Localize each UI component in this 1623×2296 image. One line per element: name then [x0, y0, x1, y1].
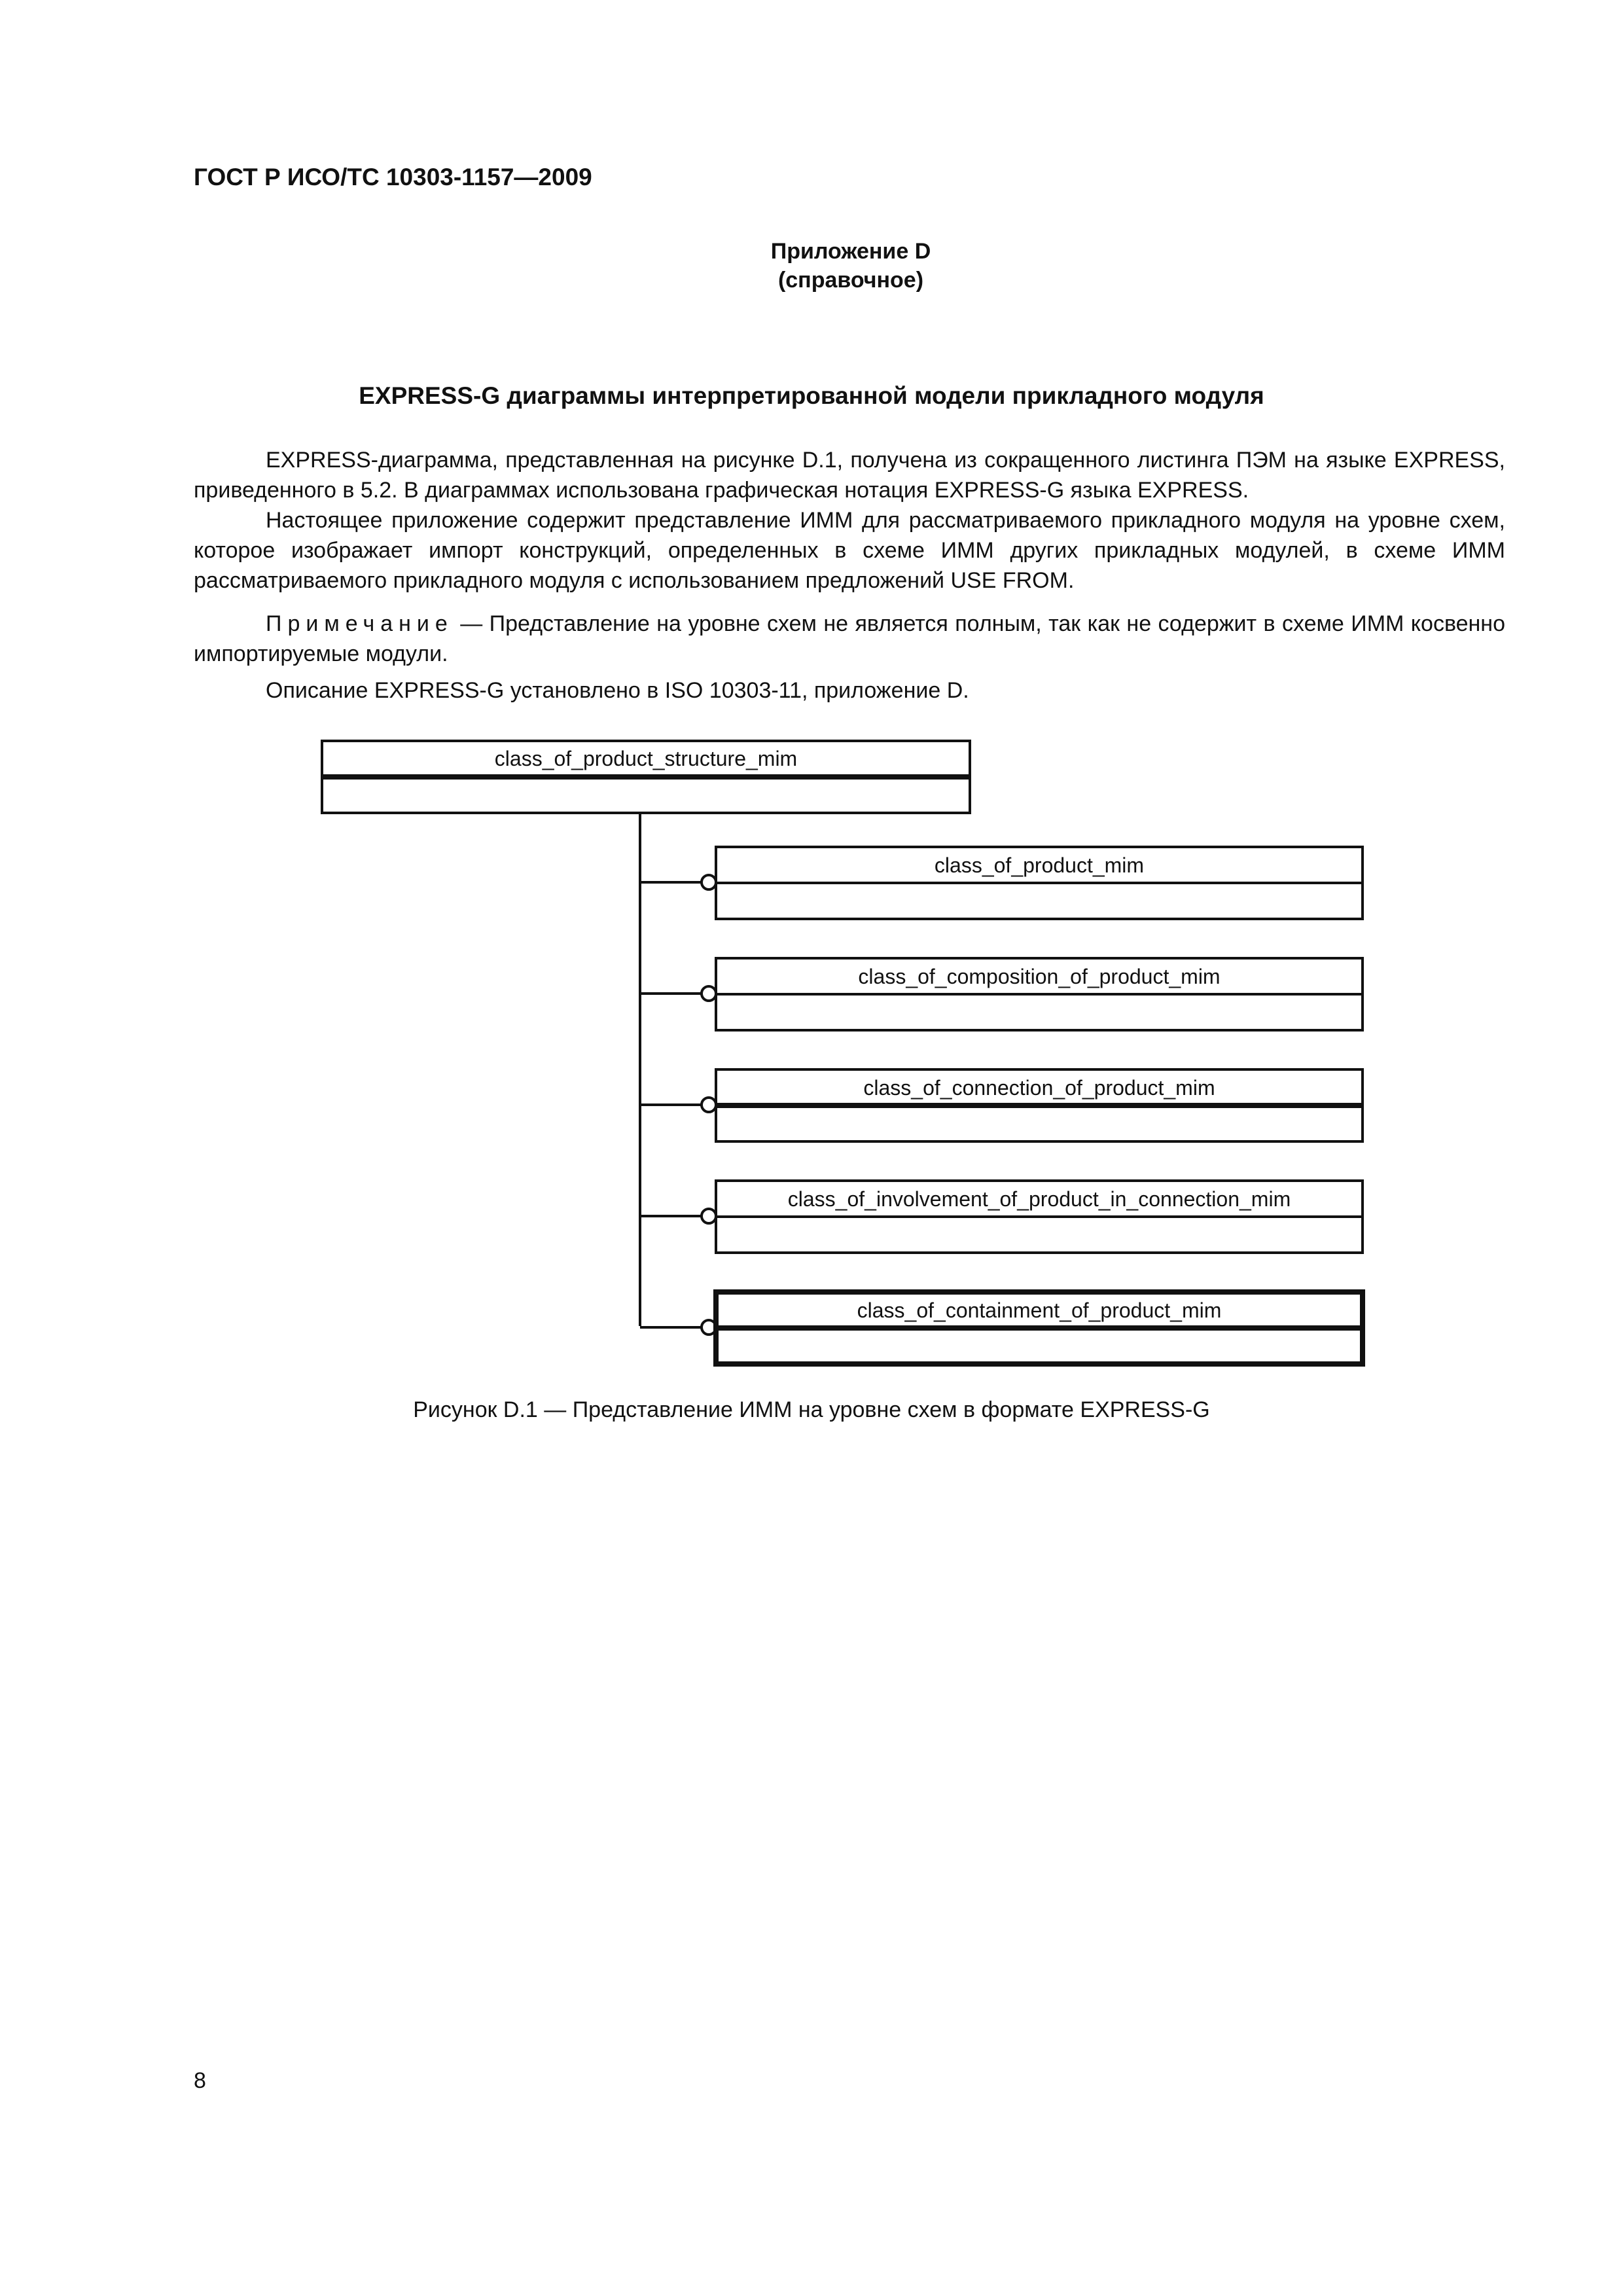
use-from-circle	[702, 1209, 716, 1223]
schema-label-2: class_of_composition_of_product_mim	[858, 965, 1221, 988]
schema-box-4	[640, 1181, 1363, 1253]
schema-label-1: class_of_product_mim	[934, 853, 1145, 877]
schema-box-5	[640, 1292, 1363, 1364]
document-header: ГОСТ Р ИСО/ТС 10303-1157—2009	[194, 164, 592, 190]
paragraph-2	[194, 505, 1505, 596]
paragraph-2-text: Настоящее приложение содержит представление ИММ для рассматриваемого прикладного модуля на уровне схем, которое изображает импорт конструкций, определенных в схеме ИММ других прикладных модулей, в схеме ИММ рассматриваемого прикладного модуля с использованием предложений USE FROM.	[194, 508, 1505, 593]
note-paragraph	[194, 609, 1505, 669]
annex-label: Приложение D	[770, 239, 931, 264]
use-from-circle	[702, 986, 716, 1001]
annex-type: (справочное)	[777, 268, 924, 293]
figure-caption: Рисунок D.1 — Представление ИММ на уровне схем в формате EXPRESS-G	[413, 1397, 1210, 1422]
schema-box-3	[640, 1069, 1363, 1141]
section-title: EXPRESS-G диаграммы интерпретированной модели прикладного модуля	[359, 382, 1264, 409]
page-number: 8	[194, 2068, 206, 2093]
use-from-circle	[702, 875, 716, 889]
schema-label-4: class_of_involvement_of_product_in_connection_mim	[787, 1187, 1291, 1211]
schema-label-3: class_of_connection_of_product_mim	[863, 1076, 1215, 1100]
schema-box-1	[640, 847, 1363, 919]
root-schema-label: class_of_product_structure_mim	[494, 747, 798, 770]
paragraph-1-text: EXPRESS-диаграмма, представленная на рисунке D.1, получена из сокращенного листинга ПЭМ на языке EXPRESS, приведенного в 5.2. В диаграммах использована графическая нотация EXPRESS-G языка EXPRESS.	[194, 448, 1505, 503]
annex-heading	[654, 237, 1047, 295]
use-from-circle	[702, 1098, 716, 1112]
use-from-circle	[702, 1320, 716, 1335]
paragraph-4-text: Описание EXPRESS-G установлено в ISO 10303-11, приложение D.	[266, 678, 969, 703]
root-schema-box	[322, 741, 970, 813]
paragraph-4	[194, 675, 1505, 706]
schema-label-5: class_of_containment_of_product_mim	[857, 1299, 1222, 1322]
note-text: — Представление на уровне схем не является полным, так как не содержит в схеме ИММ косвенно импортируемые модули.	[194, 611, 1505, 666]
schema-box-2	[640, 958, 1363, 1030]
note-label: Примечание	[266, 611, 454, 636]
paragraph-1	[194, 445, 1505, 505]
